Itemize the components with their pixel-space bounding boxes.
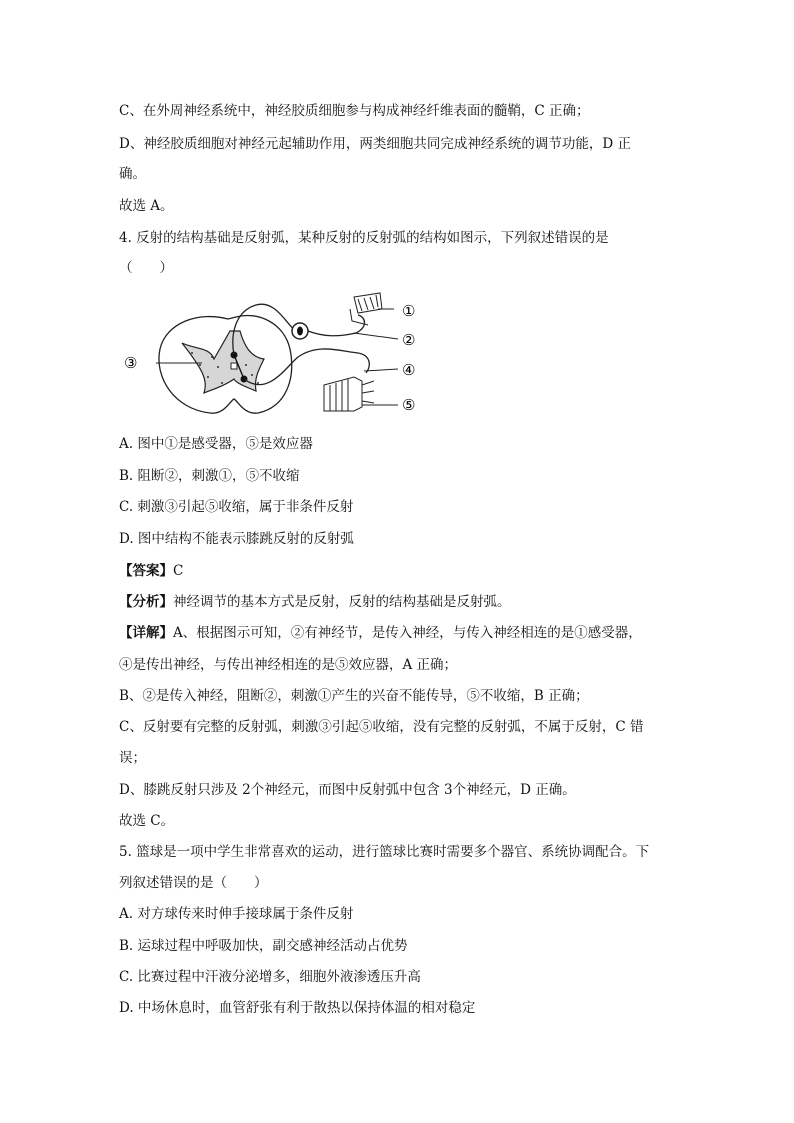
label-1: ① <box>402 302 416 320</box>
answer-line <box>119 561 183 581</box>
text-line: 确。 <box>119 166 146 182</box>
option-a: A. 图中①是感受器，⑤是效应器 <box>119 436 313 452</box>
analysis-line <box>119 592 511 612</box>
detail-line: ④是传出神经，与传出神经相连的是⑤效应器，A 正确； <box>119 657 458 673</box>
text-line: D、神经胶质细胞对神经元起辅助作用，两类细胞共同完成神经系统的调节功能，D 正 <box>119 136 631 152</box>
effector-muscle <box>324 377 374 411</box>
detail-line: 误； <box>119 750 146 766</box>
question-4-bracket: （ ） <box>119 260 173 276</box>
option-d: D. 图中结构不能表示膝跳反射的反射弧 <box>119 531 354 547</box>
detail-text: A、根据图示可知，②有神经节，是传入神经，与传入神经相连的是①感受器， <box>173 625 642 641</box>
text-line: 故选 A。 <box>119 198 174 214</box>
detail-line: B、②是传入神经，阻断②，刺激①产生的兴奋不能传导，⑤不收缩，B 正确； <box>119 688 589 704</box>
text-line: C、在外周神经系统中，神经胶质细胞参与构成神经纤维表面的髓鞘，C 正确； <box>119 103 590 119</box>
label-3: ③ <box>124 354 138 372</box>
detail-line: D、膝跳反射只涉及 2个神经元，而图中反射弧中包含 3个神经元，D 正确。 <box>119 782 576 798</box>
question-5-stem-cont: 列叙述错误的是（ ） <box>119 875 268 891</box>
receptor-skin <box>350 293 382 325</box>
option-d: D. 中场休息时，血管舒张有利于散热以保持体温的相对稳定 <box>119 1000 476 1016</box>
label-2: ② <box>402 331 416 349</box>
option-c: C. 刺激③引起⑤收缩，属于非条件反射 <box>119 499 354 515</box>
analysis-text: 神经调节的基本方式是反射，反射的结构基础是反射弧。 <box>173 594 511 610</box>
question-4-stem: 4. 反射的结构基础是反射弧，某种反射的反射弧的结构如图示，下列叙述错误的是 <box>119 230 609 246</box>
detail-line <box>119 623 642 643</box>
label-4: ④ <box>402 361 416 379</box>
option-b: B. 阻断②，刺激①，⑤不收缩 <box>119 468 300 484</box>
option-c: C. 比赛过程中汗液分泌增多，细胞外液渗透压升高 <box>119 969 421 985</box>
question-5-stem: 5. 篮球是一项中学生非常喜欢的运动，进行篮球比赛时需要多个器官、系统协调配合。下 <box>119 844 650 860</box>
option-b: B. 运球过程中呼吸加快，副交感神经活动占优势 <box>119 938 408 954</box>
detail-line: 故选 C。 <box>119 813 175 829</box>
efferent-nerve <box>244 349 369 385</box>
analysis-tag: 【分析】 <box>119 594 173 610</box>
reflex-arc-diagram <box>118 287 428 422</box>
label-5: ⑤ <box>402 396 416 414</box>
detail-line: C、反射要有完整的反射弧，刺激③引起⑤收缩，没有完整的反射弧，不属于反射，C 错 <box>119 719 644 735</box>
detail-tag: 【详解】 <box>119 625 173 641</box>
option-a: A. 对方球传来时伸手接球属于条件反射 <box>119 906 354 922</box>
answer-tag: 【答案】 <box>119 563 173 579</box>
central-canal <box>231 363 237 369</box>
answer-value: C <box>173 563 184 579</box>
